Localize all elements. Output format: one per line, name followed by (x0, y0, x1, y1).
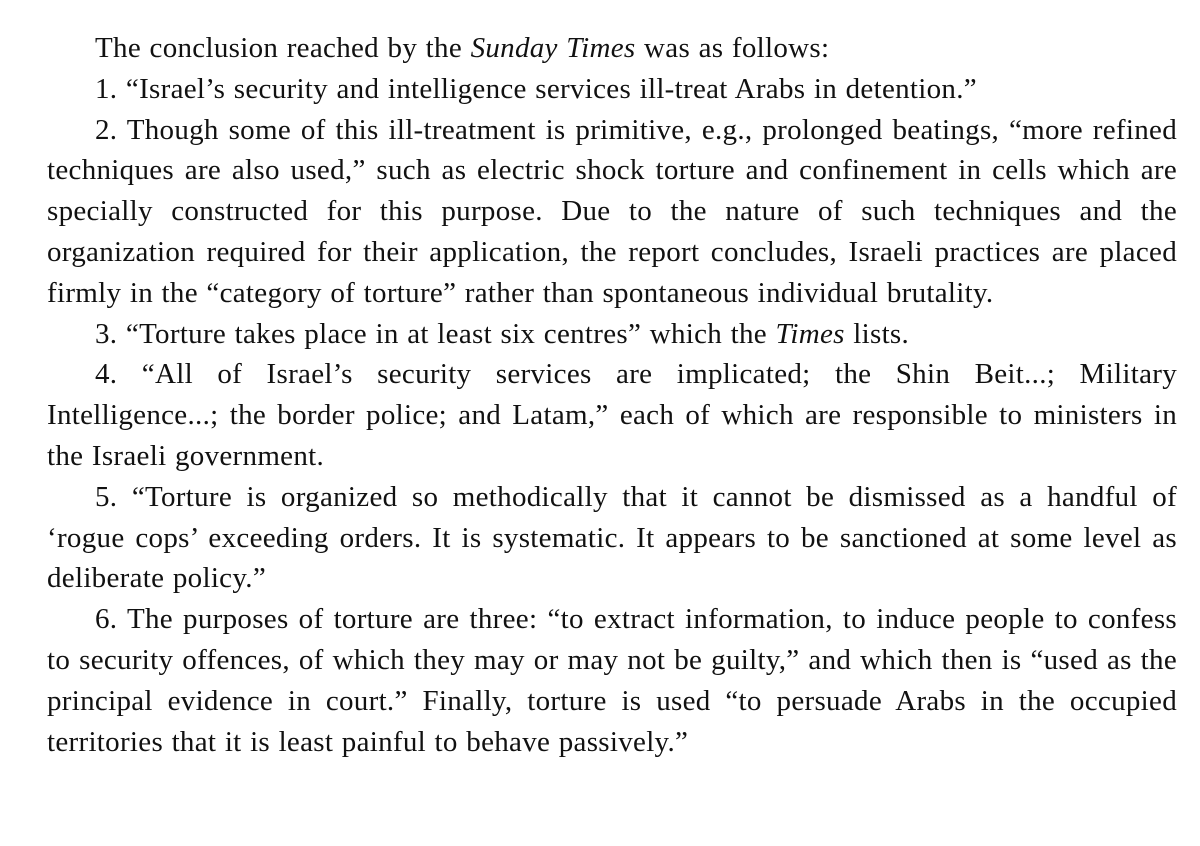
publication-title: Sunday Times (470, 32, 636, 64)
point-3-paragraph (47, 314, 1177, 355)
point-5-paragraph: 5. “Torture is organized so methodically that it cannot be dismissed as a handful of ‘rogue cops’ exceeding orders. It is systematic. It appears to be sanctioned at some level as deliberate policy.” (47, 480, 1177, 595)
point-1-paragraph: 1. “Israel’s security and intelligence services ill-treat Arabs in detention.” (95, 72, 977, 105)
point-3-text-start: 3. “Torture takes place in at least six centres” which the (95, 317, 776, 350)
point-6-paragraph: 6. The purposes of torture are three: “to extract information, to induce people to confess to security offences, of which they may or may not be guilty,” and which then is “used as the principal evidence in court.” Finally, torture is used “to persuade Arabs in the occupied territories that it is least painful to behave passively.” (47, 603, 1177, 758)
intro-paragraph (47, 28, 1177, 69)
intro-text-start: The conclusion reached by the (95, 32, 471, 64)
point-4-paragraph: 4. “All of Israel’s security services are implicated; the Shin Beit...; Military Intelligence...; the border police; and Latam,” each of which are responsible to ministers in the Israeli government. (47, 358, 1177, 472)
point-2-paragraph: 2. Though some of this ill-treatment is primitive, e.g., prolonged beatings, “more refined techniques are also used,” such as electric shock torture and confinement in cells which are specially constructed for this purpose. Due to the nature of such techniques and the organization required for their application, the report concludes, Israeli practices are placed firmly in the “category of torture” rather than spontaneous individual brutality. (47, 113, 1177, 309)
intro-text-end: was as follows: (635, 32, 830, 64)
point-3-text-end: lists. (844, 317, 910, 350)
point-3-publication-title: Times (775, 317, 845, 350)
document-page (47, 28, 1177, 762)
